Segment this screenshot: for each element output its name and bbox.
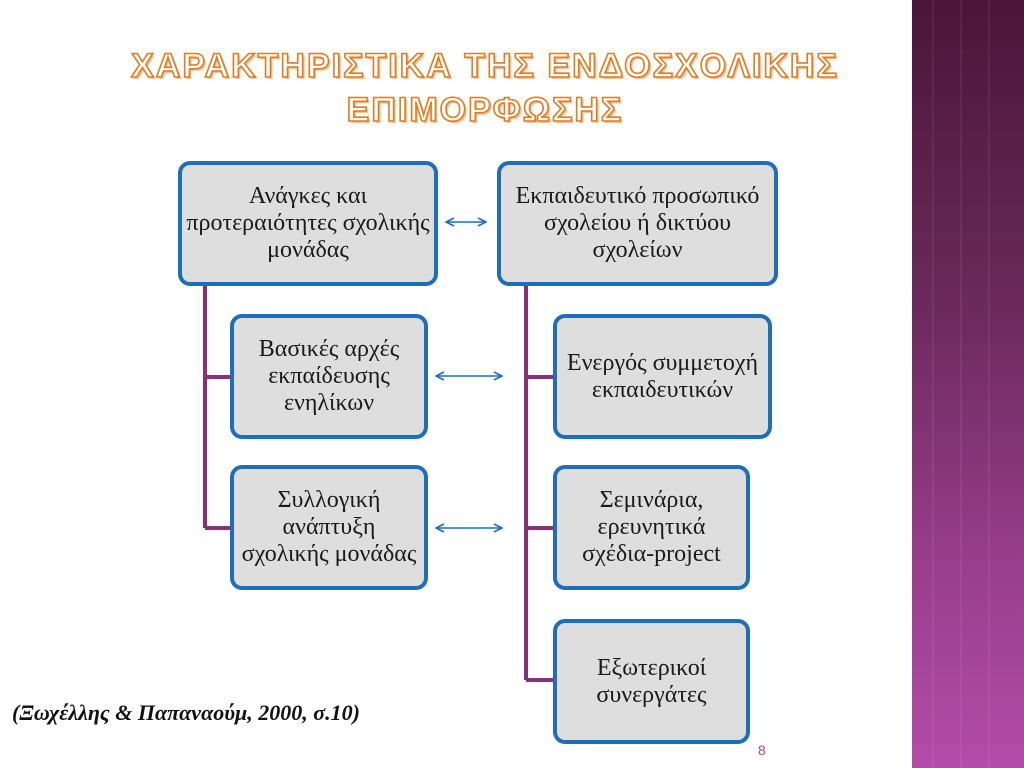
box-needs-priorities: Ανάγκες και προτεραιότητες σχολικής μονάδας [178, 161, 438, 286]
box-external-partners: Εξωτερικοί συνεργάτες [553, 619, 750, 744]
box-adult-education-principles: Βασικές αρχές εκπαίδευσης ενηλίκων [230, 314, 428, 439]
box-seminars-projects: Σεμινάρια, ερευνητικά σχέδια-project [553, 465, 750, 590]
box-collective-school-development: Συλλογική ανάπτυξη σχολικής μονάδας [230, 465, 428, 590]
citation: (Ξωχέλλης & Παπαναούμ, 2000, σ.10) [12, 700, 360, 725]
title-line-2: ΕΠΙΜΟΡΦΩΣΗΣ [346, 91, 624, 129]
box-teaching-staff: Εκπαιδευτικό προσωπικό σχολείου ή δικτύου σχολείων [497, 161, 778, 286]
page-number: 8 [758, 742, 766, 758]
box-active-participation: Ενεργός συμμετοχή εκπαιδευτικών [553, 314, 772, 439]
title-line-1: ΧΑΡΑΚΤΗΡΙΣΤΙΚΑ ΤΗΣ ΕΝΔΟΣΧΟΛΙΚΗΣ [131, 47, 839, 85]
